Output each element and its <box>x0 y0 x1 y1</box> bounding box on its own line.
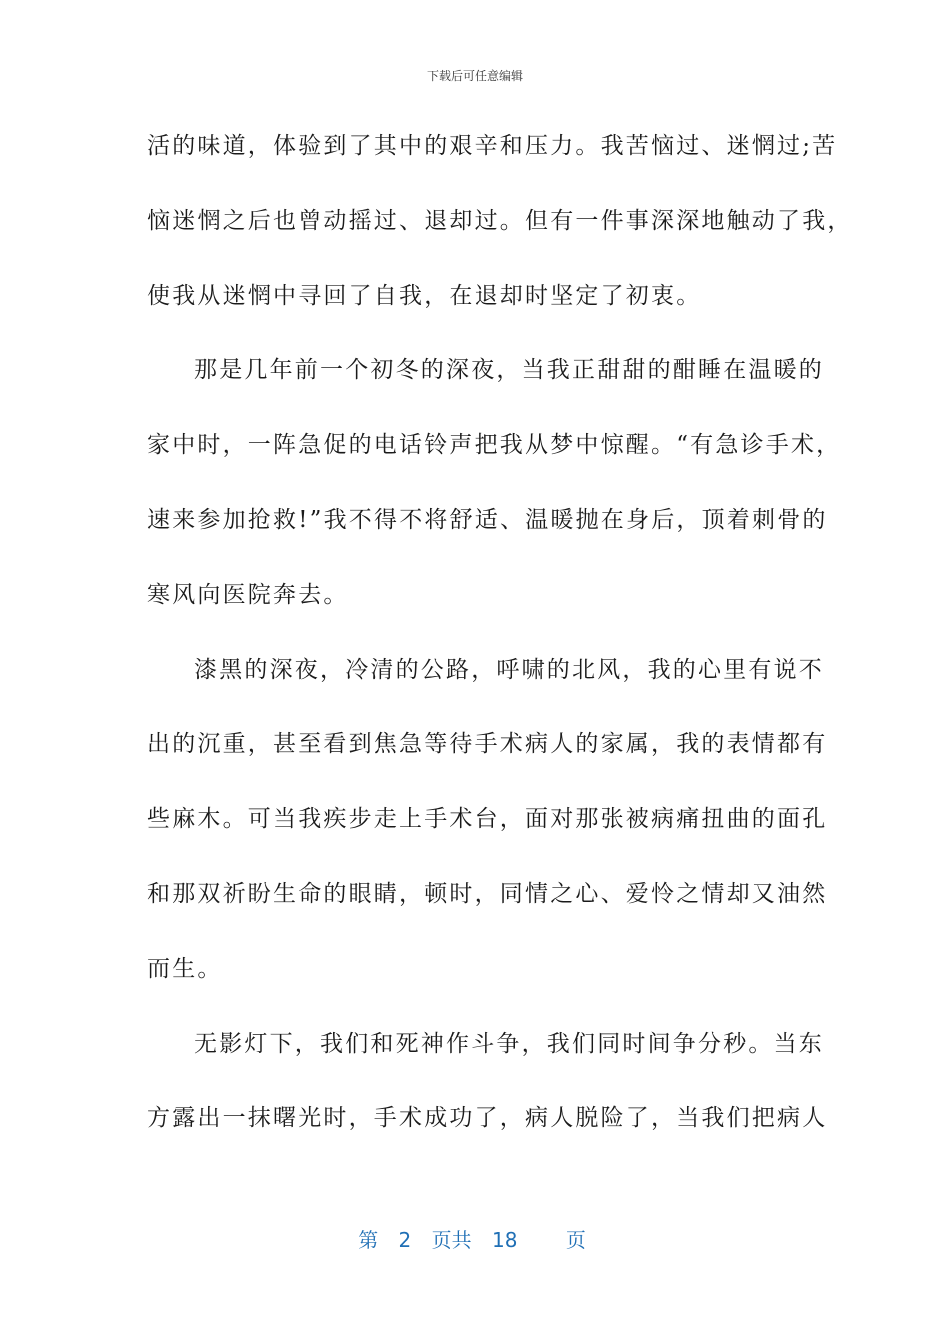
text-line: 使我从迷惘中寻回了自我，在退却时坚定了初衷。 <box>147 282 702 309</box>
text-line: 寒风向医院奔去。 <box>147 581 349 608</box>
header-note: 下载后可任意编辑 <box>426 69 523 83</box>
text-line: 和那双祈盼生命的眼睛，顿时，同情之心、爱怜之情却又油然 <box>147 880 828 907</box>
footer-suffix: 页 <box>565 1228 586 1252</box>
text-line: 无影灯下，我们和死神作斗争，我们同时间争分秒。当东 <box>194 1030 824 1057</box>
text-line: 家中时，一阵急促的电话铃声把我从梦中惊醒。“有急诊手术， <box>147 432 842 459</box>
body-text <box>147 126 853 1173</box>
text-line: 速来参加抢救!”我不得不将舒适、温暖抛在身后，顶着刺骨的 <box>147 506 828 533</box>
page-number-footer <box>0 1224 950 1253</box>
current-page-number: 2 <box>398 1228 412 1252</box>
footer-middle: 页共 <box>431 1228 472 1252</box>
text-line: 恼迷惘之后也曾动摇过、退却过。但有一件事深深地触动了我， <box>147 207 853 234</box>
text-line: 方露出一抹曙光时，手术成功了，病人脱险了，当我们把病人 <box>147 1105 828 1132</box>
text-line: 些麻木。可当我疾步走上手术台，面对那张被病痛扭曲的面孔 <box>147 806 828 833</box>
footer-prefix: 第 <box>358 1228 379 1252</box>
text-line: 活的味道，体验到了其中的艰辛和压力。我苦恼过、迷惘过;苦 <box>147 133 838 159</box>
text-line: 出的沉重，甚至看到焦急等待手术病人的家属，我的表情都有 <box>147 731 828 758</box>
text-line: 漆黑的深夜，冷清的公路，呼啸的北风，我的心里有说不 <box>194 656 824 683</box>
total-page-count: 18 <box>492 1228 518 1252</box>
text-line: 那是几年前一个初冬的深夜，当我正甜甜的酣睡在温暖的 <box>194 357 824 384</box>
text-line: 而生。 <box>147 955 223 982</box>
